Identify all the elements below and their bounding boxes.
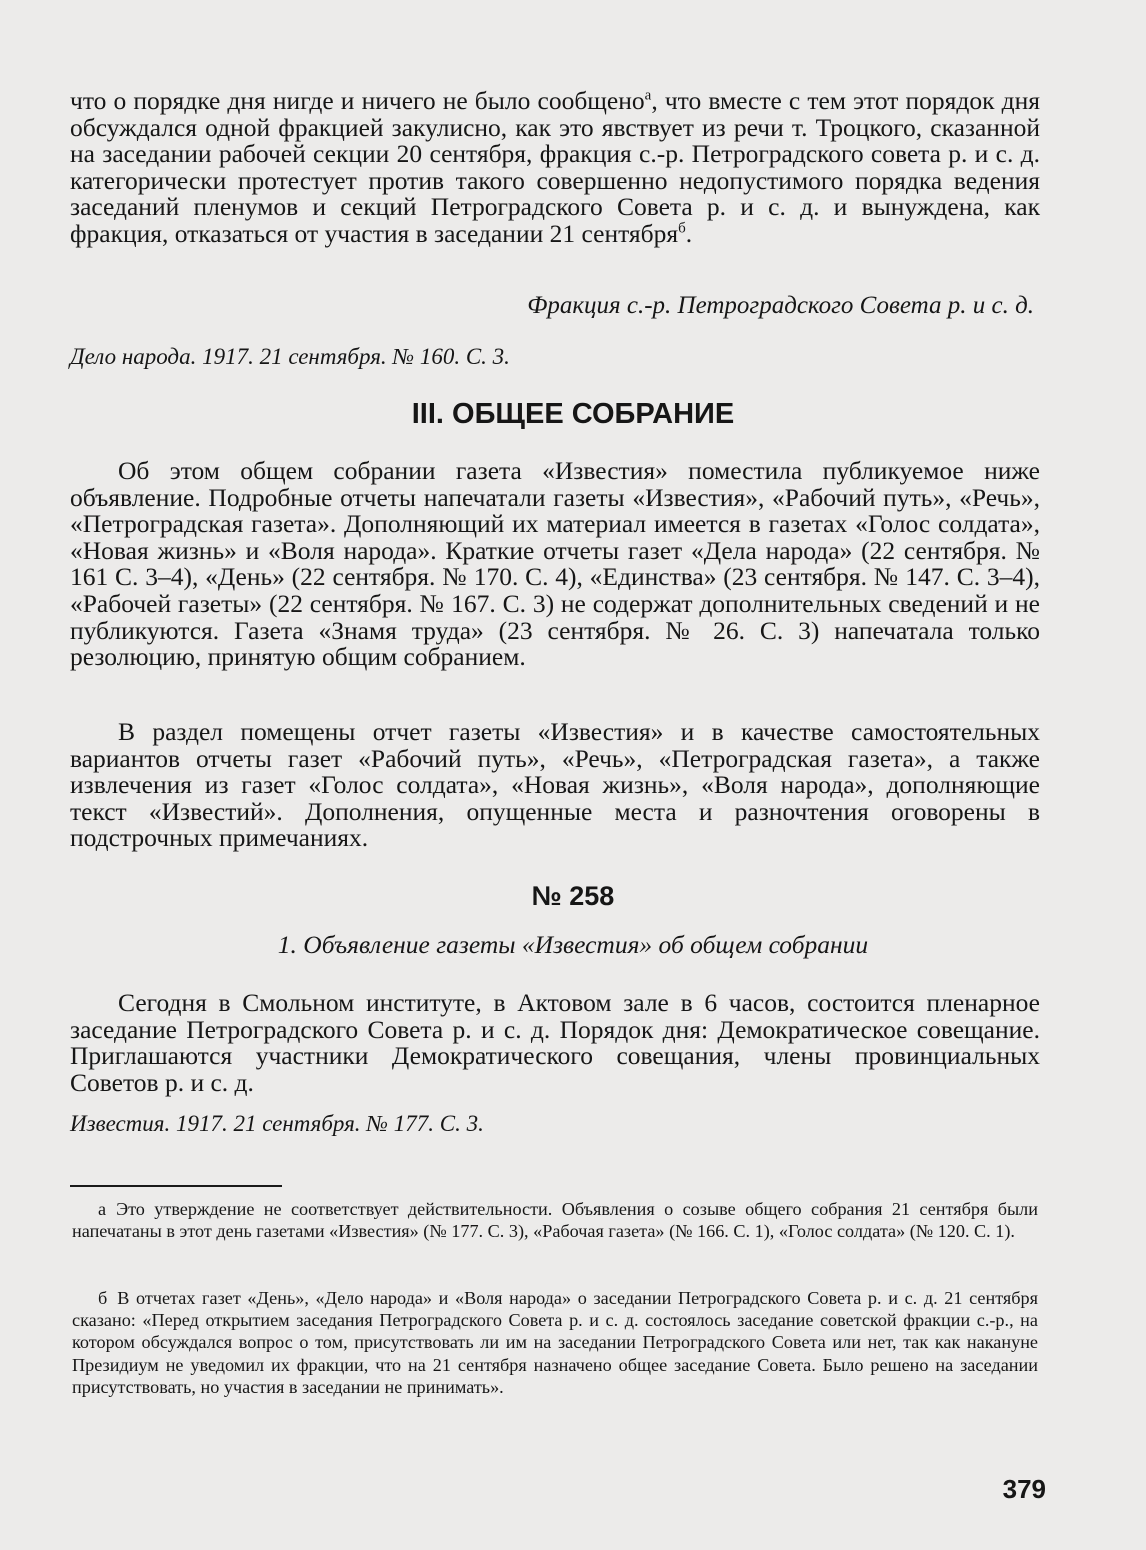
footnote-a-text: Это утверждение не соответствует действительности. Объявления о созыве общего собрания 21 сентября были напечатаны в этот день газетами «Известия» (№ 177. С. 3), «Рабочая газета» (№ 166. С. 1), «Голос солдата» (№ 120. С. 1).: [72, 1199, 1038, 1242]
page-number: 379: [1002, 1474, 1046, 1504]
intro-paragraph: [70, 88, 1040, 248]
source-citation-1: Дело народа. 1917. 21 сентября. № 160. С. 3.: [70, 344, 510, 369]
footnote-a-label: а: [98, 1199, 107, 1219]
footnote-ref-a[interactable]: а: [644, 87, 652, 104]
footnote-a: [72, 1198, 1038, 1242]
announcement-paragraph: Сегодня в Смольном институте, в Актовом зале в 6 часов, состоится пленарное заседание Петроградского Совета р. и с. д. Порядок дня: Демократическое совещание. Приглашаются участники Демократического совещания, члены провинциальных Советов р. и с. д.: [70, 988, 1040, 1097]
intro-text-middle: , что вместе с тем этот порядок дня обсуждался одной фракцией закулисно, как это явствует из речи т. Троцкого, сказанной на заседании рабочей секции 20 сентября, фракция с.-р. Петроградского совета р. и с. д. категорически протестует против такого совершенно недопустимого порядка ведения заседаний пленумов и секций Петроградского Совета р. и с. д. и вынуждена, как фракция, отказаться от участия в заседании 21 сентября: [70, 86, 1040, 248]
footnote-b-label: б: [98, 1288, 108, 1308]
editorial-paragraph-2: В раздел помещены отчет газеты «Известия» и в качестве самостоятельных вариантов отчеты газет «Рабочий путь», «Речь», «Петроградская газета», а также извлечения из газет «Голос солдата», «Новая жизнь», «Воля народа», дополняющие текст «Известий». Дополнения, опущенные места и разночтения оговорены в подстрочных примечаниях.: [70, 717, 1040, 853]
footnote-divider: [70, 1185, 282, 1187]
document-number: № 258: [531, 881, 615, 911]
source-citation-2: Известия. 1917. 21 сентября. № 177. С. 3.: [70, 1111, 484, 1136]
editorial-paragraph-1: Об этом общем собрании газета «Известия» поместила публикуемое ниже объявление. Подробные отчеты напечатали газеты «Известия», «Рабочий путь», «Речь», «Петроградская газета». Дополняющий их материал имеется в газетах «Голос солдата», «Новая жизнь» и «Воля народа». Краткие отчеты газет «Дела народа» (22 сентября. № 161 С. 3–4), «День» (22 сентября. № 170. С. 4), «Единства» (23 сентября. № 147. С. 3–4), «Рабочей газеты» (22 сентября. № 167. С. 3) не содержат дополнительных сведений и не публикуются. Газета «Знамя труда» (23 сентября. № 26. С. 3) напечатала только резолюцию, принятую общим собранием.: [70, 456, 1040, 672]
document-subtitle: 1. Объявление газеты «Известия» об общем собрании: [277, 930, 869, 959]
footnote-b-text: В отчетах газет «День», «Дело народа» и «Воля народа» о заседании Петроградского Совета р. и с. д. 21 сентября сказано: «Перед открытием заседания Петроградского Совета р. и с. д. состоялось заседание советской фракции с.-р., на котором обсуждался вопрос о том, присутствовать ли им на заседании Петроградского Совета или нет, так как накануне Президиум не уведомил их фракции, что на 21 сентября назначено общее заседание Совета. Было решено на заседании присутствовать, но участия в заседании не принимать».: [72, 1288, 1038, 1397]
intro-text-start: что о порядке дня нигде и ничего не было сообщено: [70, 86, 645, 115]
section-title: III. ОБЩЕЕ СОБРАНИЕ: [411, 398, 735, 430]
footnote-ref-b[interactable]: б: [678, 220, 686, 237]
intro-text-end: .: [685, 218, 693, 248]
faction-signature: Фракция с.-р. Петроградского Совета р. и с. д.: [527, 292, 1034, 319]
footnote-b: [72, 1287, 1038, 1398]
